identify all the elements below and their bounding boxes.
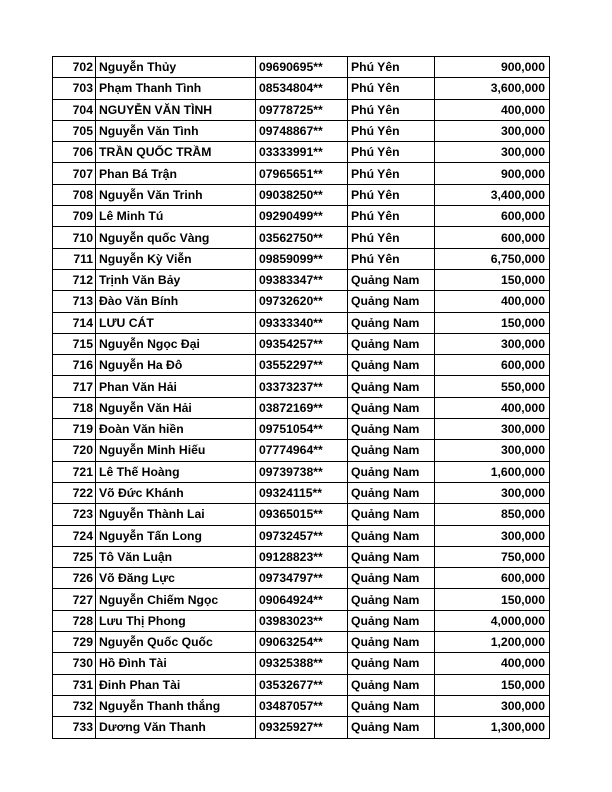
table-row — [53, 99, 550, 120]
cell-phone: 07965651** — [256, 163, 348, 184]
table-row — [53, 461, 550, 482]
cell-index: 715 — [53, 333, 96, 354]
table-row — [53, 57, 550, 78]
table-row — [53, 717, 550, 738]
cell-index: 723 — [53, 504, 96, 525]
table-row — [53, 206, 550, 227]
cell-province: Quảng Nam — [348, 419, 435, 440]
cell-amount: 600,000 — [435, 355, 550, 376]
table-row — [53, 504, 550, 525]
table-row — [53, 695, 550, 716]
cell-province: Quảng Nam — [348, 632, 435, 653]
cell-name: Nguyễn Kỳ Viễn — [96, 248, 256, 269]
cell-province: Quảng Nam — [348, 653, 435, 674]
cell-amount: 300,000 — [435, 120, 550, 141]
cell-amount: 600,000 — [435, 568, 550, 589]
cell-province: Quảng Nam — [348, 525, 435, 546]
cell-province: Quảng Nam — [348, 482, 435, 503]
cell-amount: 600,000 — [435, 206, 550, 227]
cell-phone: 09325927** — [256, 717, 348, 738]
cell-province: Quảng Nam — [348, 291, 435, 312]
cell-index: 730 — [53, 653, 96, 674]
cell-name: Phan Văn Hải — [96, 376, 256, 397]
table-row — [53, 674, 550, 695]
cell-name: Phan Bá Trận — [96, 163, 256, 184]
cell-name: Nguyễn Thanh thắng — [96, 695, 256, 716]
cell-amount: 900,000 — [435, 163, 550, 184]
cell-phone: 03373237** — [256, 376, 348, 397]
cell-phone: 09751054** — [256, 419, 348, 440]
cell-province: Phú Yên — [348, 163, 435, 184]
cell-name: NGUYỄN VĂN TÌNH — [96, 99, 256, 120]
cell-name: Phạm Thanh Tình — [96, 78, 256, 99]
cell-province: Quảng Nam — [348, 546, 435, 567]
cell-amount: 300,000 — [435, 142, 550, 163]
cell-amount: 6,750,000 — [435, 248, 550, 269]
cell-phone: 08534804** — [256, 78, 348, 99]
cell-phone: 09365015** — [256, 504, 348, 525]
cell-province: Quảng Nam — [348, 568, 435, 589]
cell-amount: 550,000 — [435, 376, 550, 397]
cell-province: Quảng Nam — [348, 312, 435, 333]
cell-phone: 03532677** — [256, 674, 348, 695]
cell-phone: 09324115** — [256, 482, 348, 503]
cell-phone: 03487057** — [256, 695, 348, 716]
cell-amount: 1,200,000 — [435, 632, 550, 653]
table-row — [53, 440, 550, 461]
cell-phone: 09354257** — [256, 333, 348, 354]
cell-amount: 400,000 — [435, 653, 550, 674]
cell-index: 731 — [53, 674, 96, 695]
cell-phone: 09859099** — [256, 248, 348, 269]
cell-index: 707 — [53, 163, 96, 184]
cell-name: Nguyễn Ha Đô — [96, 355, 256, 376]
table-row — [53, 546, 550, 567]
cell-index: 729 — [53, 632, 96, 653]
cell-index: 716 — [53, 355, 96, 376]
cell-amount: 1,300,000 — [435, 717, 550, 738]
table-row — [53, 610, 550, 631]
cell-phone: 03333991** — [256, 142, 348, 163]
cell-phone: 09739738** — [256, 461, 348, 482]
cell-phone: 09734797** — [256, 568, 348, 589]
cell-index: 732 — [53, 695, 96, 716]
cell-name: LƯU CÁT — [96, 312, 256, 333]
cell-phone: 09128823** — [256, 546, 348, 567]
cell-index: 704 — [53, 99, 96, 120]
cell-amount: 1,600,000 — [435, 461, 550, 482]
cell-phone: 09732620** — [256, 291, 348, 312]
cell-province: Phú Yên — [348, 206, 435, 227]
cell-index: 709 — [53, 206, 96, 227]
table-row — [53, 248, 550, 269]
cell-index: 722 — [53, 482, 96, 503]
table-row — [53, 142, 550, 163]
cell-province: Quảng Nam — [348, 355, 435, 376]
cell-province: Quảng Nam — [348, 461, 435, 482]
cell-amount: 400,000 — [435, 397, 550, 418]
cell-phone: 09325388** — [256, 653, 348, 674]
cell-index: 713 — [53, 291, 96, 312]
cell-index: 720 — [53, 440, 96, 461]
cell-phone: 09383347** — [256, 269, 348, 290]
cell-phone: 09064924** — [256, 589, 348, 610]
cell-name: Nguyễn Chiếm Ngọc — [96, 589, 256, 610]
cell-name: Lê Minh Tú — [96, 206, 256, 227]
cell-amount: 3,400,000 — [435, 184, 550, 205]
cell-name: Nguyễn Thành Lai — [96, 504, 256, 525]
table-row — [53, 589, 550, 610]
cell-phone: 09063254** — [256, 632, 348, 653]
table-row — [53, 227, 550, 248]
cell-name: Nguyễn Văn Trinh — [96, 184, 256, 205]
cell-amount: 300,000 — [435, 525, 550, 546]
cell-name: Nguyễn Thủy — [96, 57, 256, 78]
cell-province: Quảng Nam — [348, 440, 435, 461]
cell-amount: 750,000 — [435, 546, 550, 567]
cell-province: Phú Yên — [348, 78, 435, 99]
cell-index: 724 — [53, 525, 96, 546]
cell-phone: 09038250** — [256, 184, 348, 205]
cell-phone: 09333340** — [256, 312, 348, 333]
cell-phone: 09748867** — [256, 120, 348, 141]
table-row — [53, 163, 550, 184]
cell-name: Nguyễn Minh Hiếu — [96, 440, 256, 461]
table-row — [53, 653, 550, 674]
cell-index: 708 — [53, 184, 96, 205]
cell-amount: 400,000 — [435, 291, 550, 312]
table-row — [53, 568, 550, 589]
cell-index: 705 — [53, 120, 96, 141]
cell-index: 719 — [53, 419, 96, 440]
cell-province: Phú Yên — [348, 248, 435, 269]
cell-province: Phú Yên — [348, 184, 435, 205]
table-row — [53, 355, 550, 376]
cell-province: Quảng Nam — [348, 397, 435, 418]
cell-name: Nguyễn quốc Vàng — [96, 227, 256, 248]
table-row — [53, 269, 550, 290]
cell-amount: 400,000 — [435, 99, 550, 120]
cell-name: Võ Đức Khánh — [96, 482, 256, 503]
cell-province: Quảng Nam — [348, 610, 435, 631]
cell-amount: 150,000 — [435, 589, 550, 610]
cell-province: Quảng Nam — [348, 695, 435, 716]
table-row — [53, 376, 550, 397]
cell-index: 728 — [53, 610, 96, 631]
cell-phone: 03562750** — [256, 227, 348, 248]
cell-index: 714 — [53, 312, 96, 333]
cell-index: 712 — [53, 269, 96, 290]
donor-table — [52, 56, 550, 739]
cell-phone: 09690695** — [256, 57, 348, 78]
cell-province: Phú Yên — [348, 57, 435, 78]
cell-index: 703 — [53, 78, 96, 99]
cell-province: Phú Yên — [348, 227, 435, 248]
cell-amount: 300,000 — [435, 419, 550, 440]
cell-province: Phú Yên — [348, 142, 435, 163]
cell-name: Hồ Đình Tài — [96, 653, 256, 674]
cell-province: Quảng Nam — [348, 717, 435, 738]
cell-amount: 150,000 — [435, 269, 550, 290]
cell-province: Phú Yên — [348, 99, 435, 120]
cell-name: TRẦN QUỐC TRẦM — [96, 142, 256, 163]
cell-province: Phú Yên — [348, 120, 435, 141]
cell-index: 718 — [53, 397, 96, 418]
cell-amount: 300,000 — [435, 333, 550, 354]
cell-phone: 09778725** — [256, 99, 348, 120]
cell-province: Quảng Nam — [348, 376, 435, 397]
table-row — [53, 419, 550, 440]
cell-name: Nguyễn Văn Tình — [96, 120, 256, 141]
table-row — [53, 397, 550, 418]
cell-phone: 03872169** — [256, 397, 348, 418]
cell-name: Nguyễn Quốc Quốc — [96, 632, 256, 653]
cell-amount: 150,000 — [435, 674, 550, 695]
cell-name: Lê Thế Hoàng — [96, 461, 256, 482]
table-row — [53, 184, 550, 205]
cell-index: 717 — [53, 376, 96, 397]
cell-phone: 09290499** — [256, 206, 348, 227]
cell-amount: 850,000 — [435, 504, 550, 525]
cell-name: Đoàn Văn hiền — [96, 419, 256, 440]
cell-amount: 600,000 — [435, 227, 550, 248]
cell-amount: 4,000,000 — [435, 610, 550, 631]
cell-index: 711 — [53, 248, 96, 269]
cell-index: 727 — [53, 589, 96, 610]
cell-phone: 03552297** — [256, 355, 348, 376]
cell-index: 726 — [53, 568, 96, 589]
cell-name: Nguyễn Tấn Long — [96, 525, 256, 546]
cell-amount: 300,000 — [435, 695, 550, 716]
cell-phone: 07774964** — [256, 440, 348, 461]
cell-amount: 300,000 — [435, 482, 550, 503]
cell-name: Nguyễn Ngọc Đại — [96, 333, 256, 354]
cell-amount: 300,000 — [435, 440, 550, 461]
cell-province: Quảng Nam — [348, 504, 435, 525]
cell-name: Nguyễn Văn Hải — [96, 397, 256, 418]
cell-name: Dương Văn Thanh — [96, 717, 256, 738]
cell-index: 710 — [53, 227, 96, 248]
table-row — [53, 120, 550, 141]
cell-amount: 3,600,000 — [435, 78, 550, 99]
cell-amount: 150,000 — [435, 312, 550, 333]
cell-name: Đào Văn Bính — [96, 291, 256, 312]
cell-name: Đinh Phan Tài — [96, 674, 256, 695]
cell-phone: 03983023** — [256, 610, 348, 631]
table-row — [53, 482, 550, 503]
cell-phone: 09732457** — [256, 525, 348, 546]
cell-name: Trịnh Văn Bảy — [96, 269, 256, 290]
table-row — [53, 78, 550, 99]
cell-index: 721 — [53, 461, 96, 482]
cell-province: Quảng Nam — [348, 674, 435, 695]
donor-table-body — [53, 57, 550, 739]
cell-index: 702 — [53, 57, 96, 78]
cell-province: Quảng Nam — [348, 333, 435, 354]
table-row — [53, 312, 550, 333]
cell-name: Võ Đăng Lực — [96, 568, 256, 589]
cell-name: Tô Văn Luận — [96, 546, 256, 567]
cell-index: 733 — [53, 717, 96, 738]
table-row — [53, 333, 550, 354]
table-row — [53, 525, 550, 546]
cell-province: Quảng Nam — [348, 589, 435, 610]
cell-index: 725 — [53, 546, 96, 567]
table-row — [53, 291, 550, 312]
cell-amount: 900,000 — [435, 57, 550, 78]
cell-province: Quảng Nam — [348, 269, 435, 290]
cell-name: Lưu Thị Phong — [96, 610, 256, 631]
cell-index: 706 — [53, 142, 96, 163]
table-row — [53, 632, 550, 653]
